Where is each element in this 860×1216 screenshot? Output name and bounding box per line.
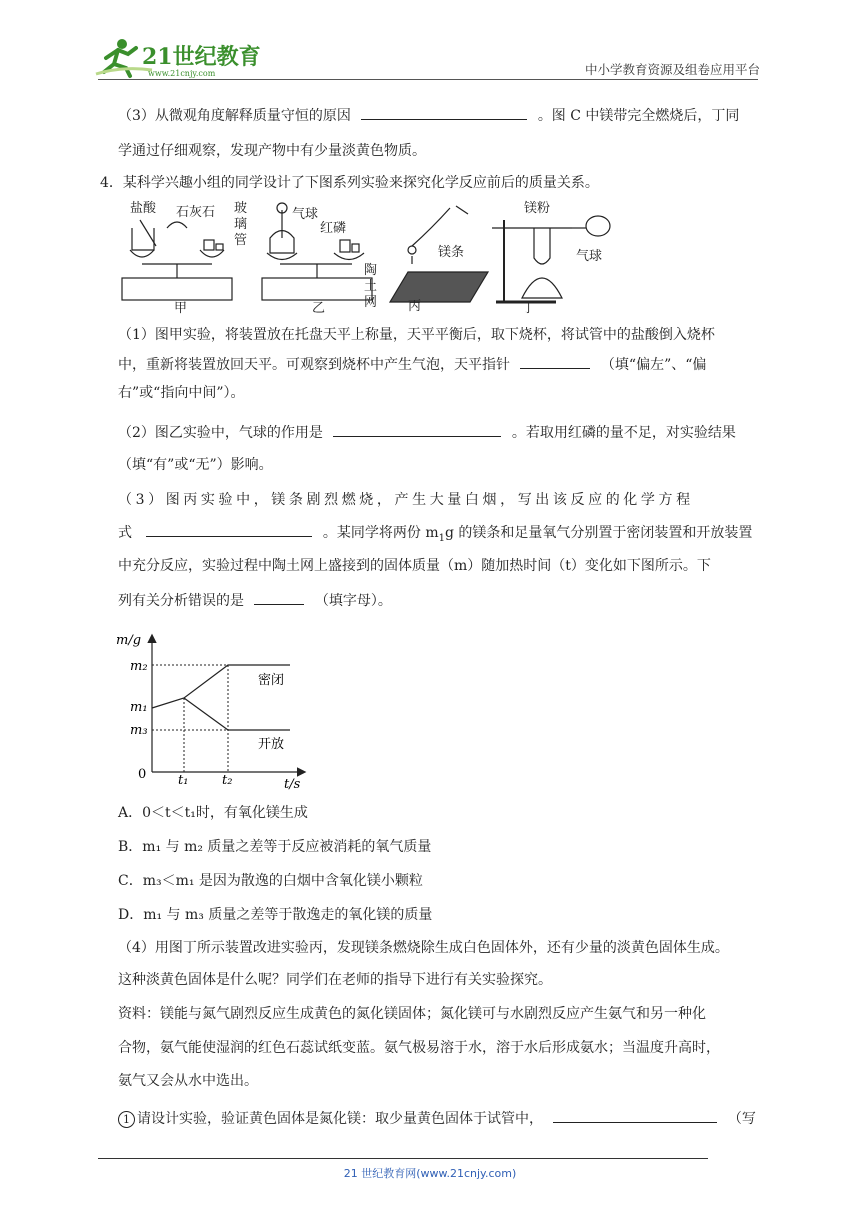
- label-glass1: 玻: [234, 201, 248, 216]
- q4-p3-text-c: g 的镁条和足量氧气分别置于密闭装置和开放装置: [445, 525, 753, 541]
- q4-p3-text-d: 列有关分析错误的是: [118, 593, 244, 609]
- q4-p3-line1: （3）图丙实验中，镁条剧烈燃烧，产生大量白烟，写出该反应的化学方程: [118, 492, 694, 508]
- label-balloon2: 气球: [576, 249, 603, 264]
- label-bing: 丙: [408, 299, 422, 314]
- balance-jia: [122, 220, 232, 300]
- series-closed-label: 密闭: [258, 673, 285, 688]
- q4-p2-text-a: （2）图乙实验中，气球的作用是: [118, 425, 323, 441]
- q4-p2-line2: （填“有”或“无”）影响。: [118, 457, 273, 473]
- label-tao: 陶: [364, 263, 378, 278]
- answer-blank[interactable]: [146, 522, 312, 537]
- label-glass3: 管: [234, 233, 248, 248]
- option-d[interactable]: D．m₁ 与 m₃ 质量之差等于散逸走的氧化镁的质量: [118, 907, 433, 923]
- y-axis-label: m/g: [116, 633, 142, 648]
- series-open-line: [184, 698, 290, 730]
- label-balloon: 气球: [292, 207, 319, 222]
- x-axis-label: t/s: [284, 777, 301, 792]
- mass-time-chart: [112, 624, 312, 794]
- label-yi: 乙: [312, 301, 326, 314]
- q4-subq1: [118, 1108, 756, 1129]
- q4-p1-line2: [118, 354, 706, 375]
- q4-p3-text-b: 。某同学将两份 m: [322, 525, 439, 541]
- q4-p3-line4: [118, 590, 392, 611]
- answer-blank[interactable]: [361, 105, 527, 120]
- y-tick-m3: m₃: [130, 723, 148, 738]
- q4-p2-text-b: 。若取用红磷的量不足，对实验结果: [511, 425, 736, 441]
- footer-text[interactable]: 21 世纪教育网(www.21cnjy.com): [343, 1167, 517, 1180]
- site-logo: [92, 36, 262, 80]
- q4-p2-line1: [118, 422, 736, 443]
- q3-p3-line2: 学通过仔细观察，发现产物中有少量淡黄色物质。: [118, 143, 426, 159]
- q4-p3-line2: [118, 522, 752, 549]
- x-tick-t1: t₁: [178, 773, 189, 788]
- q4-p3-text-a: 式: [118, 525, 132, 541]
- q4-p3-text-e: （填字母）。: [314, 593, 392, 609]
- x-tick-t2: t₂: [222, 773, 233, 788]
- q4-p1-line3: 右”或“指向中间”）。: [118, 385, 245, 401]
- info-line2: 合物，氨气能使湿润的红色石蕊试纸变蓝。氨气极易溶于水，溶于水后形成氨水；当温度升高时，: [118, 1040, 720, 1056]
- label-red-p: 红磷: [320, 221, 347, 236]
- series-open-label: 开放: [258, 737, 285, 752]
- label-limestone: 石灰石: [176, 205, 216, 220]
- q4-p1-line1: （1）图甲实验，将装置放在托盘天平上称量，天平平衡后，取下烧杯，将试管中的盐酸倒入烧杯: [118, 327, 715, 343]
- q4-p4-line2: 这种淡黄色固体是什么呢？同学们在老师的指导下进行有关实验探究。: [118, 972, 552, 988]
- q3-p3-text-a: （3）从微观角度解释质量守恒的原因: [118, 108, 351, 124]
- answer-blank[interactable]: [553, 1108, 717, 1123]
- subscript: 1: [438, 532, 446, 544]
- q3-p3-text-b: 。图 C 中镁带完全燃烧后，丁同: [537, 108, 740, 124]
- q4-subq1-text-b: （写: [727, 1111, 756, 1127]
- label-glass2: 璃: [234, 217, 248, 232]
- info-line1: 资料：镁能与氮气剧烈反应生成黄色的氮化镁固体；氮化镁可与水剧烈反应产生氨气和另一种化: [118, 1006, 706, 1022]
- label-mg-strip: 镁条: [438, 245, 465, 260]
- q4-p1-text-b: （填“偏左”、“偏: [600, 357, 707, 373]
- option-c[interactable]: C．m₃＜m₁ 是因为散逸的白烟中含氧化镁小颗粒: [118, 873, 423, 889]
- label-tu: 土: [364, 279, 378, 294]
- label-jia: 甲: [174, 301, 188, 314]
- q4-p4-line1: （4）用图丁所示装置改进实验丙，发现镁条燃烧除生成白色固体外，还有少量的淡黄色固体生成。: [118, 940, 729, 956]
- circled-number: 1: [118, 1111, 135, 1128]
- apparatus-figure: [112, 198, 612, 314]
- footer-divider: [98, 1158, 708, 1159]
- info-line3: 氨气又会从水中选出。: [118, 1073, 258, 1089]
- y-tick-m1: m₁: [130, 700, 148, 715]
- y-tick-m2: m₂: [130, 659, 148, 674]
- origin-label: 0: [138, 767, 147, 782]
- answer-blank[interactable]: [333, 422, 501, 437]
- q3-p3-line1: [118, 105, 739, 126]
- logo-subtext: www.21cnjy.com: [148, 69, 216, 78]
- q4-stem: 4．某科学兴趣小组的同学设计了下图系列实验来探究化学反应前后的质量关系。: [100, 175, 599, 191]
- option-b[interactable]: B．m₁ 与 m₂ 质量之差等于反应被消耗的氧气质量: [118, 839, 432, 855]
- label-mg-powder: 镁粉: [524, 201, 551, 216]
- label-hcl: 盐酸: [130, 201, 157, 216]
- logo-text: 21世纪教育: [142, 44, 261, 70]
- answer-blank[interactable]: [254, 590, 304, 605]
- answer-blank[interactable]: [520, 354, 590, 369]
- header-divider: [98, 79, 758, 80]
- label-wang: 网: [364, 295, 378, 310]
- label-ding: 丁: [522, 301, 536, 314]
- q4-p1-text-a: 中，重新将装置放回天平。可观察到烧杯中产生气泡，天平指针: [118, 357, 510, 373]
- q4-p3-line3: 中充分反应，实验过程中陶土网上盛接到的固体质量（m）随加热时间（t）变化如下图所示。下: [118, 558, 711, 574]
- platform-name: 中小学教育资源及组卷应用平台: [584, 62, 760, 77]
- q4-subq1-text-a: 请设计实验，验证黄色固体是氮化镁：取少量黄色固体于试管中，: [137, 1111, 543, 1127]
- option-a[interactable]: A．0＜t＜t₁时，有氧化镁生成: [118, 805, 308, 821]
